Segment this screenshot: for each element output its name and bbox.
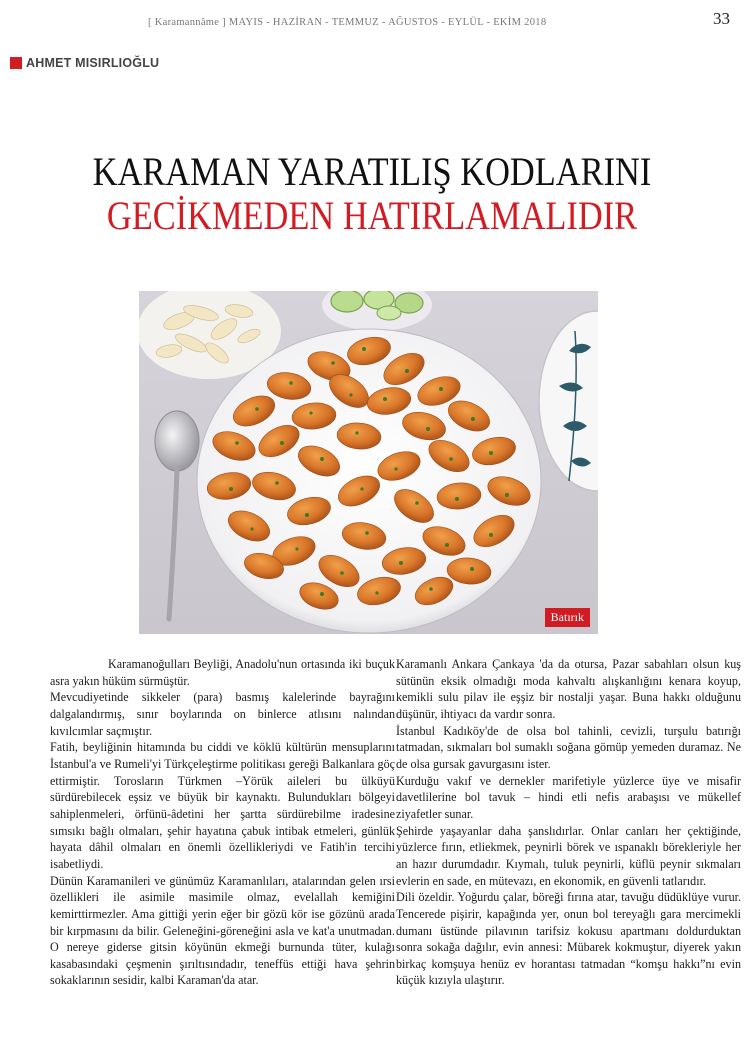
paragraph: Dili özeldir. Yoğurdu çalar, böreği fırına atar, tavuğu düdüklüye vurur. Tencerede pişirir, kapağında yer, onun bol tereyağlı gara mercimekli dumanı üstünde pilavının tarifsiz kokusu apartmanı doldurduktan sonra sokağa dağılır, evin annesi: Mübarek kokmuştur, diyerek yakın birkaç komşuya henüz ev horantası tatmadan “komşu hakkı”nı evin küçük kızıyla ulaştırır.	[396, 890, 741, 988]
paragraph: İstanbul Kadıköy'de de olsa bol tahinli, cevizli, turşulu batırığı tatmadan, sıkmaları bol sumaklı soğana gömüp yemeden duramaz. Ne de olsa gursak gavurgasını ister.	[396, 723, 741, 771]
body-column-right	[396, 656, 741, 989]
paragraph: Kurduğu vakıf ve dernekler marifetiyle yüzlerce üye ve misafir davetlilerine bol tavuk – hindi etli nefis arabaşısı ve mükellef ziyafetler sunar.	[396, 773, 741, 821]
paragraph: Dünün Karamanileri ve günümüz Karamanlıları, atalarından gelen ırsi özellikleri ile asimile masimile olmaz, evelallah kemiğini kemirttirmezler. Ama gittiği yerin eğer bir gözü kör ise gözünü arada bir kırpmasını da bilir. Geleneğini-göreneğini asla ve kat'a unutmadan. O nereye giderse gitsin köyünün ekmeği burnunda tüter, kulağı kasabasındaki çeşmenin şırıltısındadır, teneffüs ettiği hava şehrin sokaklarının sesidir, kalbi Karaman'da atar.	[50, 873, 395, 988]
paragraph: Şehirde yaşayanlar daha şanslıdırlar. Onlar canları her çektiğinde, yüzlerce fırın, etliekmek, peynirli börek ve ıspanaklı börekleriyle her an hazır durumdadır. Kıymalı, tuluk peynirli, küflü peynir sıkmaları evlerin en sade, en mütevazı, en ekonomik, en güvenli tatlarıdır.	[396, 823, 741, 888]
red-square-icon	[10, 57, 22, 69]
author-name: AHMET MISIRLIOĞLU	[26, 56, 160, 70]
article-photo	[139, 291, 598, 634]
page-header	[0, 0, 744, 30]
batirik-photo-illustration	[139, 291, 598, 634]
paragraph: Karamanoğulları Beyliği, Anadolu'nun ortasında iki buçuk asra yakın hüküm sürmüştür.	[50, 657, 395, 688]
paragraph: Mevcudiyetinde sikkeler (para) basmış kalelerinde bayrağını dalgalandırmış, sınır boylarında on binlerce atlısını nalından kıvılcımlar saçmıştır.	[50, 690, 395, 738]
page-number: 33	[713, 9, 730, 28]
article-title-line-1: KARAMAN YARATILIŞ KODLARINI	[92, 149, 652, 194]
body-column-left	[50, 656, 395, 989]
magazine-header-line: [ Karamannâme ] MAYIS - HAZİRAN - TEMMUZ - AĞUSTOS - EYLÜL - EKİM 2018	[148, 17, 547, 28]
article-title-line-2: GECİKMEDEN HATIRLAMALIDIR	[106, 193, 638, 238]
photo-caption: Batırık	[545, 608, 590, 627]
paragraph: Fatih, beyliğinin hitamında bu ciddi ve köklü kültürün mensuplarını İstanbul'a ve Rumeli'yi Türkçeleştirme politikası gereği Balkanlara göç ettirmiştir. Torosların Türkmen –Yörük aileleri bu ülküyü sürdürebilecek eşsiz ve büyük bir kaynaktı. Bulundukları bölgeyi sahiplenmeleri, örfünü-âdetini her şartta sürdürebilme iradesine sımsıkı bağlı olmaları, şehir hayatına çabuk intibak etmeleri, günlük hayata dâhil olmaları en önemli özellikleriydi ve Fatih'in tercihi isabetliydi.	[50, 740, 395, 871]
paragraph: Karamanlı Ankara Çankaya 'da da otursa, Pazar sabahları olsun kuş sütünün eksik olmadığı moda kahvaltı alışkanlığını kenara koyup, kemikli sulu pilav ile eşşiz bir nostalji yaşar. Buna hakkı olduğunu düşünür, ihtiyacı da vardır sonra.	[396, 657, 741, 721]
author-byline	[10, 55, 159, 71]
